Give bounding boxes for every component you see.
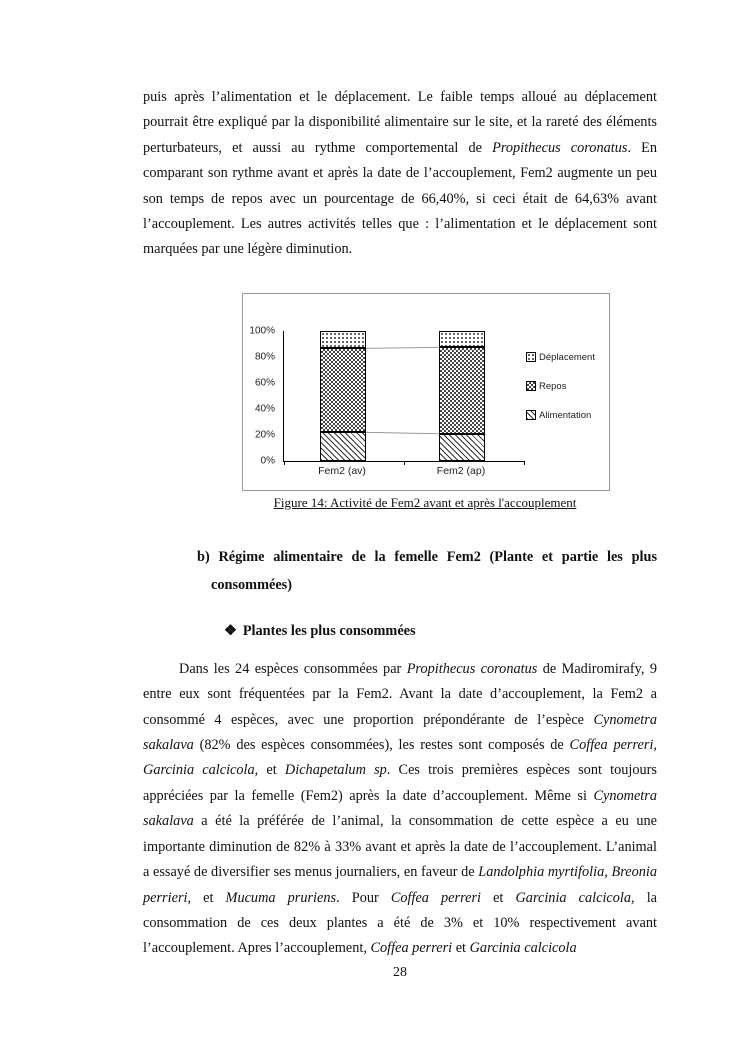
legend-item (526, 410, 595, 421)
intro-paragraph (143, 85, 657, 263)
text-run: . Ces trois premières espèces sont toujours appréciées par la femelle (Fem2) après la date d’accouplement. Même si (143, 762, 657, 804)
y-tick-label: 40% (254, 403, 275, 415)
figure-14 (242, 293, 608, 511)
x-axis-tick (524, 461, 525, 465)
text-run: et (452, 940, 470, 957)
bar-segment-repos (439, 347, 485, 433)
italic-run: Propithecus coronatus (406, 660, 538, 677)
italic-run: Dichapetalum sp (284, 762, 387, 779)
italic-run: Coffea perreri (370, 940, 453, 957)
text-run: et (481, 889, 516, 906)
text-run: , la consommation de ces deux plantes a été de 3% et 10% respectivement avant l’accouplement. Apres l’accouplement, (143, 889, 658, 957)
legend-item (526, 381, 595, 392)
bar-segment-alimentation (320, 432, 366, 461)
y-tick-label: 20% (254, 429, 275, 441)
italic-run: Mucuma pruriens (225, 889, 337, 906)
text-run: , et (187, 889, 226, 906)
subsection-heading (143, 621, 657, 641)
italic-run: Coffea perreri (390, 889, 481, 906)
x-category-label: Fem2 (av) (318, 464, 366, 477)
chart-plot (283, 331, 524, 462)
legend-label: Déplacement (539, 351, 595, 363)
figure-caption: Figure 14: Activité de Fem2 avant et après l'accouplement (273, 494, 577, 510)
italic-run: Garcinia calcicola (515, 889, 632, 906)
text-run: de Madiromirafy, 9 entre eux sont fréquentées par la Fem2. Avant la date d’accouplement, la Fem2 a consommé 4 espèces, avec une proportion prépondérante de l’espèce (143, 660, 657, 728)
legend-swatch-déplacement (526, 352, 536, 362)
italic-run: Landolphia myrtifolia (478, 864, 605, 881)
section-marker: b) (197, 548, 210, 565)
x-category-label: Fem2 (ap) (436, 464, 486, 477)
body-paragraph (143, 657, 657, 962)
chart-legend (526, 352, 595, 421)
bar-segment-déplacement (320, 331, 366, 348)
legend-label: Repos (539, 380, 567, 392)
italic-run: Garcinia calcicola (469, 940, 577, 957)
y-tick-label: 60% (254, 377, 275, 389)
italic-run: Propithecus coronatus (492, 139, 628, 156)
italic-run: Cynometra sakalava (143, 711, 657, 754)
italic-run: Cynometra sakalava (143, 787, 657, 830)
stacked-bar-1 (320, 331, 366, 461)
text-run: , (604, 864, 612, 881)
y-tick-label: 100% (249, 325, 275, 337)
y-tick-label: 80% (254, 351, 275, 363)
legend-item (526, 352, 595, 363)
bar-segment-alimentation (439, 434, 485, 461)
y-tick-label: 0% (260, 455, 275, 467)
x-axis-labels (283, 465, 523, 479)
subsection-title: Plantes les plus consommées (242, 622, 416, 639)
bar-segment-déplacement (439, 331, 485, 347)
text-run: a été la préférée de l’animal, la consommation de cette espèce a eu une importante diminution de 82% à 33% avant et après la date de l’accouplement. L’animal a essayé de diversifier ses menus journaliers, en faveur de (143, 813, 657, 881)
text-run: . En comparant son rythme avant et après la date de l’accouplement, Fem2 augmente un peu son temps de repos avec un pourcentage de 66,40%, si ceci était de 64,63% avant l’accouplement. Les autres activités telles que : l’alimentation et le déplacement sont marquées par une légère diminution. (143, 139, 658, 258)
text-run: Dans les 24 espèces consommées par (179, 660, 407, 677)
text-run: , et (254, 762, 285, 779)
diamond-bullet-icon: ❖ (224, 622, 237, 639)
page-number: 28 (393, 965, 407, 980)
text-run: (82% des espèces consommées), les restes sont composés de (193, 737, 570, 754)
section-title: Régime alimentaire de la femelle Fem2 (Plante et partie les plus consommées) (211, 548, 658, 593)
y-axis-labels (245, 325, 279, 467)
italic-run: Coffea perreri, Garcinia calcicola (143, 737, 657, 779)
bar-segment-repos (320, 348, 366, 432)
chart-frame (242, 293, 610, 491)
text-run: puis après l’alimentation et le déplacement. Le faible temps alloué au déplacement pourrait être expliqué par la disponibilité alimentaire sur le site, et la rareté des éléments perturbateurs, et aussi au rythme comportemental de (143, 89, 657, 156)
legend-swatch-repos (526, 381, 536, 391)
text-run: . Pour (336, 889, 391, 906)
italic-run: Breonia perrieri (143, 864, 657, 906)
legend-swatch-alimentation (526, 410, 536, 420)
section-heading-b (143, 543, 657, 599)
stacked-bar-2 (439, 331, 485, 461)
page-content (143, 85, 657, 962)
legend-label: Alimentation (539, 409, 592, 421)
